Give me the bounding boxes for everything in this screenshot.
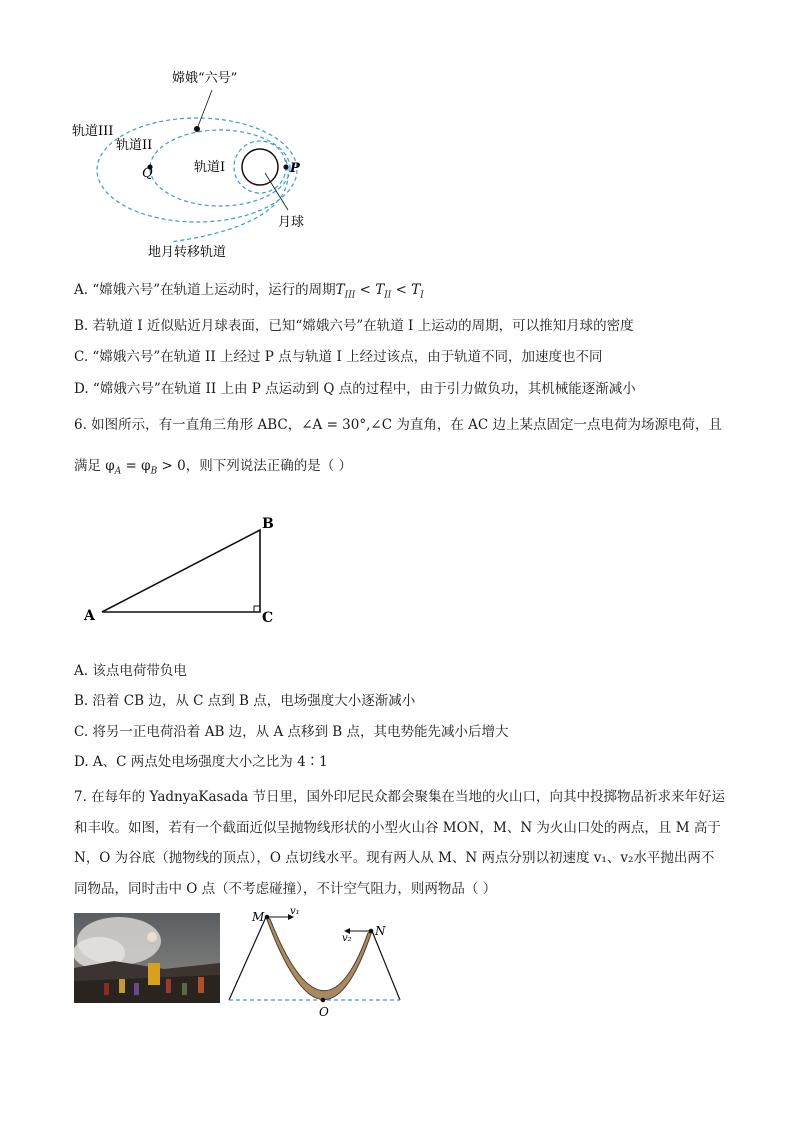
vertex-a-label: A [84, 608, 95, 624]
left-slope-line [229, 917, 266, 1000]
q6-stem-line2: 满足 $\varphi_A = \varphi_B > 0$，则下列说法正确的是（ ） [74, 458, 353, 477]
q5-option-a: A. “嫦娥六号”在轨道上运动时，运行的周期$T_{III} < T_{II} < T_I$ [74, 282, 424, 301]
parabola-band [266, 917, 372, 1000]
point-o-dot [321, 998, 326, 1003]
valley-diagram [224, 905, 408, 1020]
v2-label: v₂ [342, 933, 352, 944]
q6-option-a: A. 该点电荷带负电 [74, 663, 187, 679]
volcano-photo [74, 913, 220, 1003]
q5-option-a-math: $T_{III} < T_{II} < T_I$ [335, 282, 424, 301]
point-q-label: Q [142, 166, 153, 181]
vertex-c-label: C [262, 610, 274, 626]
vertex-b-label: B [262, 516, 274, 532]
triangle-abc [102, 530, 260, 612]
moon-circle [242, 149, 278, 185]
q7-stem-line4: 同物品，同时击中 O 点（不考虑碰撞），不计空气阻力，则两物品（ ） [74, 881, 497, 897]
q5-option-b: B. 若轨道 I 近似贴近月球表面，已知“嫦娥六号”在轨道 I 上运动的周期，可以推知月球的密度 [74, 318, 634, 334]
point-p-dot [283, 164, 288, 169]
right-slope-line [372, 931, 400, 1000]
triangle-diagram [78, 508, 288, 628]
q7-stem-line1: 7. 在每年的 YadnyaKasada 节日里，国外印尼民众都会聚集在当地的火山口，向其中投掷物品祈求来年好运 [74, 789, 725, 805]
orbit-3-label: 轨道III [72, 124, 114, 139]
point-o-label: O [319, 1005, 329, 1019]
chang-e-label: 嫦娥“六号” [172, 71, 238, 86]
q7-stem-line3: N，O 为谷底（抛物线的顶点），O 点切线水平。现有两人从 M、N 两点分别以初速度 v₁、v₂水平抛出两不 [74, 850, 715, 866]
moon-label: 月球 [278, 215, 305, 230]
right-angle-mark [254, 606, 260, 612]
q6-stem-line1: 6. 如图所示，有一直角三角形 ABC，∠A = 30°,∠C 为直角，在 AC 边上某点固定一点电荷为场源电荷，且 [74, 417, 722, 433]
q5-option-d: D. “嫦娥六号”在轨道 II 上由 P 点运动到 Q 点的过程中，由于引力做负功，其机械能逐渐减小 [74, 381, 636, 397]
q6-option-c: C. 将另一正电荷沿着 AB 边，从 A 点移到 B 点，其电势能先减小后增大 [74, 724, 509, 740]
orbit-diagram [60, 60, 320, 265]
q6-option-b: B. 沿着 CB 边，从 C 点到 B 点，电场强度大小逐渐减小 [74, 693, 416, 709]
q5-option-c: C. “嫦娥六号”在轨道 II 上经过 P 点与轨道 I 上经过该点，由于轨道不同，加速度也不同 [74, 349, 603, 365]
orbit-1-label: 轨道I [194, 160, 226, 175]
q6-option-d: D. A、C 两点处电场强度大小之比为 4∶1 [74, 754, 328, 770]
transfer-label: 地月转移轨道 [148, 245, 227, 260]
orbit-2-label: 轨道II [116, 138, 153, 153]
chang-e-leader [197, 90, 212, 129]
point-p-label: P [290, 161, 300, 176]
point-m-label: M [252, 910, 265, 924]
v1-label: v₁ [290, 906, 300, 917]
q7-stem-line2: 和丰收。如图，若有一个截面近似呈抛物线形状的小型火山谷 MON，M、N 为火山口处的两点，且 M 高于 [74, 820, 721, 836]
point-n-label: N [375, 924, 386, 938]
